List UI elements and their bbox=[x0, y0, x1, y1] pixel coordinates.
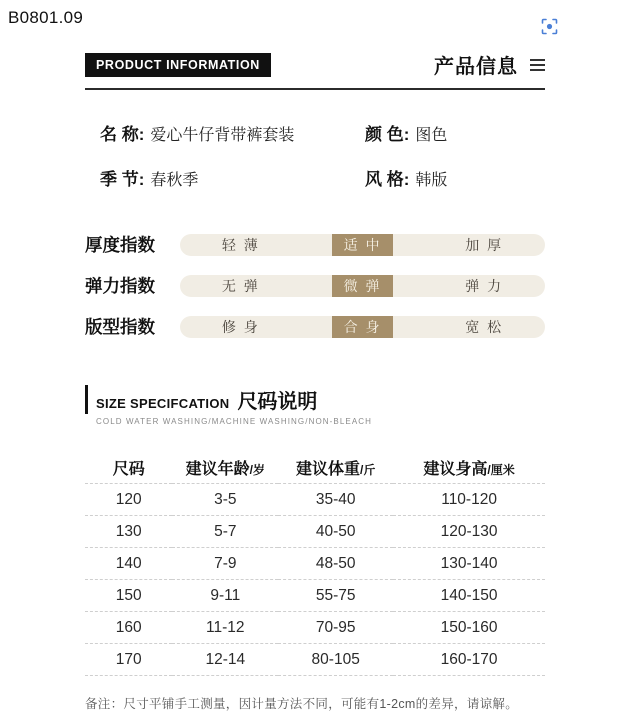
fit-index-row bbox=[85, 314, 545, 339]
product-information-badge: PRODUCT INFORMATION bbox=[85, 53, 271, 77]
washing-instructions: COLD WATER WASHING/MACHINE WASHING/NON-BLEACH bbox=[96, 417, 373, 426]
table-row: 140 7-9 48-50 130-140 bbox=[85, 548, 545, 580]
attr-name bbox=[100, 120, 365, 145]
elasticity-index-bar bbox=[180, 275, 545, 297]
attr-season bbox=[100, 165, 365, 190]
elasticity-index-label: 弹力指数 bbox=[85, 276, 155, 296]
option-stretch: 弹 力 bbox=[465, 277, 504, 294]
option-regular-fit-selected: 合 身 bbox=[332, 316, 394, 338]
attr-style-value: 韩版 bbox=[415, 172, 448, 189]
attr-season-value: 春秋季 bbox=[150, 172, 199, 189]
option-no-stretch: 无 弹 bbox=[221, 277, 260, 294]
attr-color-label: 颜 色: bbox=[365, 125, 410, 144]
index-bars bbox=[85, 232, 545, 339]
fit-index-bar bbox=[180, 316, 545, 338]
size-section-title-cn: 尺码说明 bbox=[237, 391, 318, 413]
size-section-header bbox=[85, 385, 545, 426]
product-info-sheet bbox=[85, 0, 545, 712]
table-row: 150 9-11 55-75 140-150 bbox=[85, 580, 545, 612]
measurement-note: 备注：尺寸平铺手工测量，因计量方法不同，可能有1-2cm的差异，请谅解。 bbox=[85, 697, 519, 711]
option-slim: 修 身 bbox=[221, 318, 260, 335]
hamburger-menu-icon[interactable] bbox=[530, 59, 545, 71]
product-attributes bbox=[85, 120, 545, 190]
table-row: 160 11-12 70-95 150-160 bbox=[85, 612, 545, 644]
table-row: 130 5-7 40-50 120-130 bbox=[85, 516, 545, 548]
attr-style bbox=[365, 165, 545, 190]
attr-style-label: 风 格: bbox=[365, 170, 410, 189]
table-row: 170 12-14 80-105 160-170 bbox=[85, 644, 545, 676]
page-title: 产品信息 bbox=[434, 56, 518, 78]
size-chart-header-row bbox=[85, 452, 545, 484]
col-weight: 建议体重/斤 bbox=[278, 452, 393, 484]
option-medium-selected: 适 中 bbox=[332, 234, 394, 256]
option-slight-stretch-selected: 微 弹 bbox=[332, 275, 394, 297]
thickness-index-row bbox=[85, 232, 545, 257]
section-header bbox=[85, 50, 545, 79]
thickness-index-bar bbox=[180, 234, 545, 256]
header-divider bbox=[85, 88, 545, 90]
image-translate-icon[interactable] bbox=[541, 18, 558, 35]
elasticity-index-row bbox=[85, 273, 545, 298]
fit-index-label: 版型指数 bbox=[85, 317, 155, 337]
size-chart-table bbox=[85, 452, 545, 676]
table-row: 120 3-5 35-40 110-120 bbox=[85, 484, 545, 516]
attr-season-label: 季 节: bbox=[100, 170, 145, 189]
col-size: 尺码 bbox=[85, 452, 172, 484]
col-age: 建议年龄/岁 bbox=[172, 452, 278, 484]
col-height: 建议身高/厘米 bbox=[393, 452, 545, 484]
option-loose: 宽 松 bbox=[465, 318, 504, 335]
attr-name-label: 名 称: bbox=[100, 125, 145, 144]
option-light: 轻 薄 bbox=[221, 236, 260, 253]
attr-color bbox=[365, 120, 545, 145]
attr-name-value: 爱心牛仔背带裤套装 bbox=[150, 127, 295, 144]
thickness-index-label: 厚度指数 bbox=[85, 235, 155, 255]
attr-color-value: 图色 bbox=[415, 127, 448, 144]
size-section-title-en: SIZE SPECIFCATION bbox=[96, 396, 230, 411]
option-thick: 加 厚 bbox=[465, 236, 504, 253]
image-code-label: B0801.09 bbox=[8, 8, 84, 27]
